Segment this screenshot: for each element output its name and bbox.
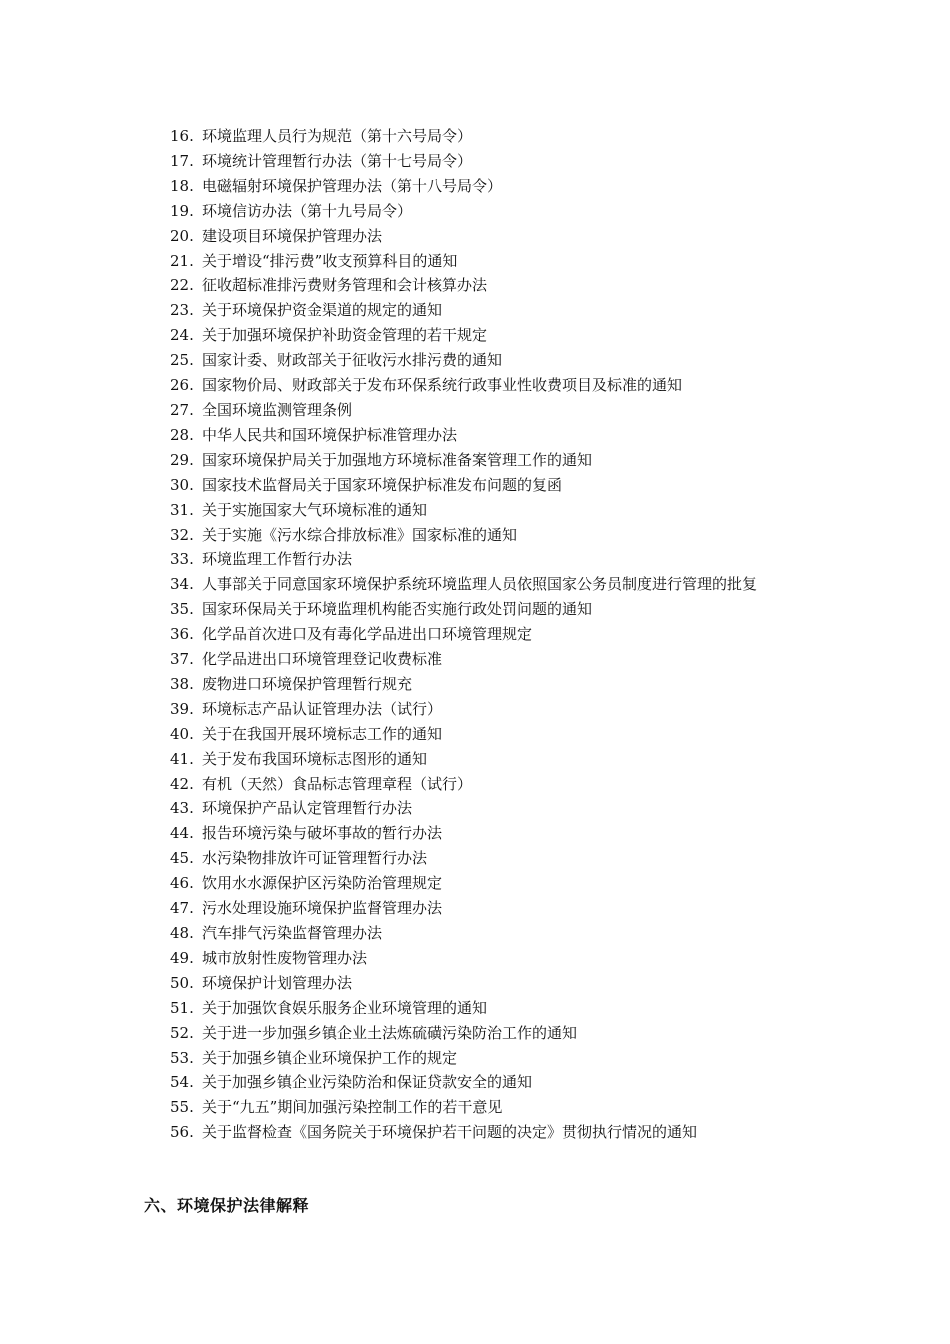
list-item-number: 23. <box>170 301 194 320</box>
list-item-title: 环境保护产品认定管理暂行办法 <box>202 799 413 818</box>
list-item-number: 42. <box>170 774 194 793</box>
list-item-number: 48. <box>170 924 194 942</box>
list-item <box>170 523 815 548</box>
list-item-number: 37. <box>170 650 194 669</box>
list-item <box>170 996 815 1021</box>
list-item-number: 17. <box>170 151 194 170</box>
list-item <box>170 498 815 523</box>
list-item-title: 有机（天然）食品标志管理章程（试行） <box>202 774 473 793</box>
list-item-title: 关于环境保护资金渠道的规定的通知 <box>202 301 443 320</box>
list-item <box>170 1021 815 1046</box>
section-heading: 六、环境保护法律解释 <box>144 1196 310 1215</box>
list-item-number: 27. <box>170 400 194 419</box>
list-item-number: 50. <box>170 973 194 992</box>
list-item-number: 31. <box>170 500 194 519</box>
list-item-title: 电磁辐射环境保护管理办法（第十八号局令） <box>202 176 503 195</box>
list-item-title: 国家技术监督局关于国家环境保护标准发布问题的复函 <box>202 475 563 494</box>
list-item <box>170 821 815 846</box>
list-item-number: 35. <box>170 600 194 619</box>
list-item-number: 54. <box>170 1073 194 1092</box>
list-item-title: 化学品首次进口及有毒化学品进出口环境管理规定 <box>202 625 533 644</box>
list-item-title: 城市放射性废物管理办法 <box>202 948 368 967</box>
list-item-number: 47. <box>170 899 194 918</box>
list-item-title: 关于“九五”期间加强污染控制工作的若干意见 <box>202 1098 503 1117</box>
list-item <box>170 946 815 971</box>
list-item-number: 33. <box>170 550 194 569</box>
list-item-title: 环境保护计划管理办法 <box>202 973 353 992</box>
list-item <box>170 547 815 572</box>
list-item <box>170 373 815 398</box>
list-item-title: 国家计委、财政部关于征收污水排污费的通知 <box>202 351 503 370</box>
list-item-title: 关于实施《污水综合排放标准》国家标准的通知 <box>202 525 518 544</box>
list-item <box>170 423 815 448</box>
list-item <box>170 174 815 199</box>
list-item <box>170 398 815 423</box>
list-item <box>170 572 815 597</box>
list-item-number: 43. <box>170 799 194 818</box>
list-item-number: 52. <box>170 1023 194 1042</box>
list-item <box>170 473 815 498</box>
list-item-title: 国家环保局关于环境监理机构能否实施行政处罚问题的通知 <box>202 600 593 619</box>
list-item-title: 饮用水水源保护区污染防治管理规定 <box>202 874 443 893</box>
list-item-title: 国家物价局、财政部关于发布环保系统行政事业性收费项目及标准的通知 <box>202 376 683 395</box>
list-item-title: 污水处理设施环境保护监督管理办法 <box>202 899 443 918</box>
list-item-number: 26. <box>170 376 194 395</box>
list-item-number: 18. <box>170 176 194 195</box>
list-item-number: 55. <box>170 1098 194 1117</box>
list-item-title: 化学品进出口环境管理登记收费标准 <box>202 650 443 669</box>
list-item <box>170 149 815 174</box>
list-item-number: 32. <box>170 525 194 544</box>
list-item <box>170 273 815 298</box>
list-item <box>170 871 815 896</box>
list-item-title: 水污染物排放许可证管理暂行办法 <box>202 849 428 868</box>
list-item <box>170 971 815 996</box>
list-item <box>170 224 815 249</box>
list-item-title: 中华人民共和国环境保护标准管理办法 <box>202 425 458 444</box>
list-item-title: 关于进一步加强乡镇企业土法炼硫磺污染防治工作的通知 <box>202 1023 578 1042</box>
list-item <box>170 1046 815 1071</box>
list-item-title: 环境监理人员行为规范（第十六号局令） <box>202 127 473 145</box>
list-item-title: 环境信访办法（第十九号局令） <box>202 201 413 220</box>
list-item-number: 20. <box>170 226 194 245</box>
list-item-number: 22. <box>170 276 194 295</box>
list-item-number: 39. <box>170 699 194 718</box>
list-item-title: 汽车排气污染监督管理办法 <box>202 924 383 942</box>
list-item <box>170 622 815 647</box>
list-item <box>170 1095 815 1120</box>
list-item-number: 41. <box>170 749 194 768</box>
list-item-title: 人事部关于同意国家环境保护系统环境监理人员依照国家公务员制度进行管理的批复 <box>202 575 758 594</box>
list-item <box>170 323 815 348</box>
list-item <box>170 597 815 622</box>
list-item-title: 关于加强乡镇企业污染防治和保证贷款安全的通知 <box>202 1073 533 1092</box>
list-item <box>170 796 815 821</box>
list-item-number: 25. <box>170 351 194 370</box>
list-item-number: 44. <box>170 824 194 843</box>
list-item-number: 21. <box>170 251 194 270</box>
list-item-number: 29. <box>170 450 194 469</box>
list-item-number: 53. <box>170 1048 194 1067</box>
list-item-title: 关于增设“排污费”收支预算科目的通知 <box>202 251 458 270</box>
list-item-number: 30. <box>170 475 194 494</box>
list-item <box>170 921 815 946</box>
list-item <box>170 298 815 323</box>
list-item <box>170 697 815 722</box>
list-item-number: 34. <box>170 575 194 594</box>
list-item-number: 49. <box>170 948 194 967</box>
list-item-title: 关于加强乡镇企业环境保护工作的规定 <box>202 1048 458 1067</box>
list-item <box>170 1120 815 1145</box>
list-item <box>170 647 815 672</box>
list-item-number: 19. <box>170 201 194 220</box>
list-item <box>170 124 815 149</box>
list-item <box>170 448 815 473</box>
list-item <box>170 747 815 772</box>
list-item-title: 环境监理工作暂行办法 <box>202 550 353 569</box>
list-item <box>170 1070 815 1095</box>
list-item-number: 38. <box>170 674 194 693</box>
list-item <box>170 199 815 224</box>
list-item-number: 45. <box>170 849 194 868</box>
list-item-number: 51. <box>170 998 194 1017</box>
list-item-number: 28. <box>170 425 194 444</box>
list-item-title: 关于发布我国环境标志图形的通知 <box>202 749 428 768</box>
list-item-title: 全国环境监测管理条例 <box>202 400 353 419</box>
list-item-title: 报告环境污染与破坏事故的暂行办法 <box>202 824 443 843</box>
list-item-number: 36. <box>170 625 194 644</box>
list-item-title: 关于加强饮食娱乐服务企业环境管理的通知 <box>202 998 488 1017</box>
list-item-title: 环境标志产品认证管理办法（试行） <box>202 699 443 718</box>
list-item-title: 关于实施国家大气环境标准的通知 <box>202 500 428 519</box>
list-item <box>170 722 815 747</box>
list-item-number: 40. <box>170 724 194 743</box>
list-item-title: 环境统计管理暂行办法（第十七号局令） <box>202 151 473 170</box>
list-item-title: 关于监督检查《国务院关于环境保护若干问题的决定》贯彻执行情况的通知 <box>202 1123 698 1142</box>
list-item-title: 国家环境保护局关于加强地方环境标准备案管理工作的通知 <box>202 450 593 469</box>
list-item <box>170 772 815 797</box>
list-item <box>170 249 815 274</box>
list-item-title: 关于在我国开展环境标志工作的通知 <box>202 724 443 743</box>
list-item-number: 46. <box>170 874 194 893</box>
list-item-title: 废物进口环境保护管理暂行规充 <box>202 674 413 693</box>
regulation-list <box>170 124 815 1145</box>
list-item-number: 16. <box>170 127 194 145</box>
list-item-title: 建设项目环境保护管理办法 <box>202 226 383 245</box>
list-item-title: 关于加强环境保护补助资金管理的若干规定 <box>202 326 488 345</box>
list-item-number: 56. <box>170 1123 194 1142</box>
list-item-number: 24. <box>170 326 194 345</box>
list-item <box>170 672 815 697</box>
list-item <box>170 846 815 871</box>
list-item-title: 征收超标准排污费财务管理和会计核算办法 <box>202 276 488 295</box>
list-item <box>170 896 815 921</box>
list-item <box>170 348 815 373</box>
